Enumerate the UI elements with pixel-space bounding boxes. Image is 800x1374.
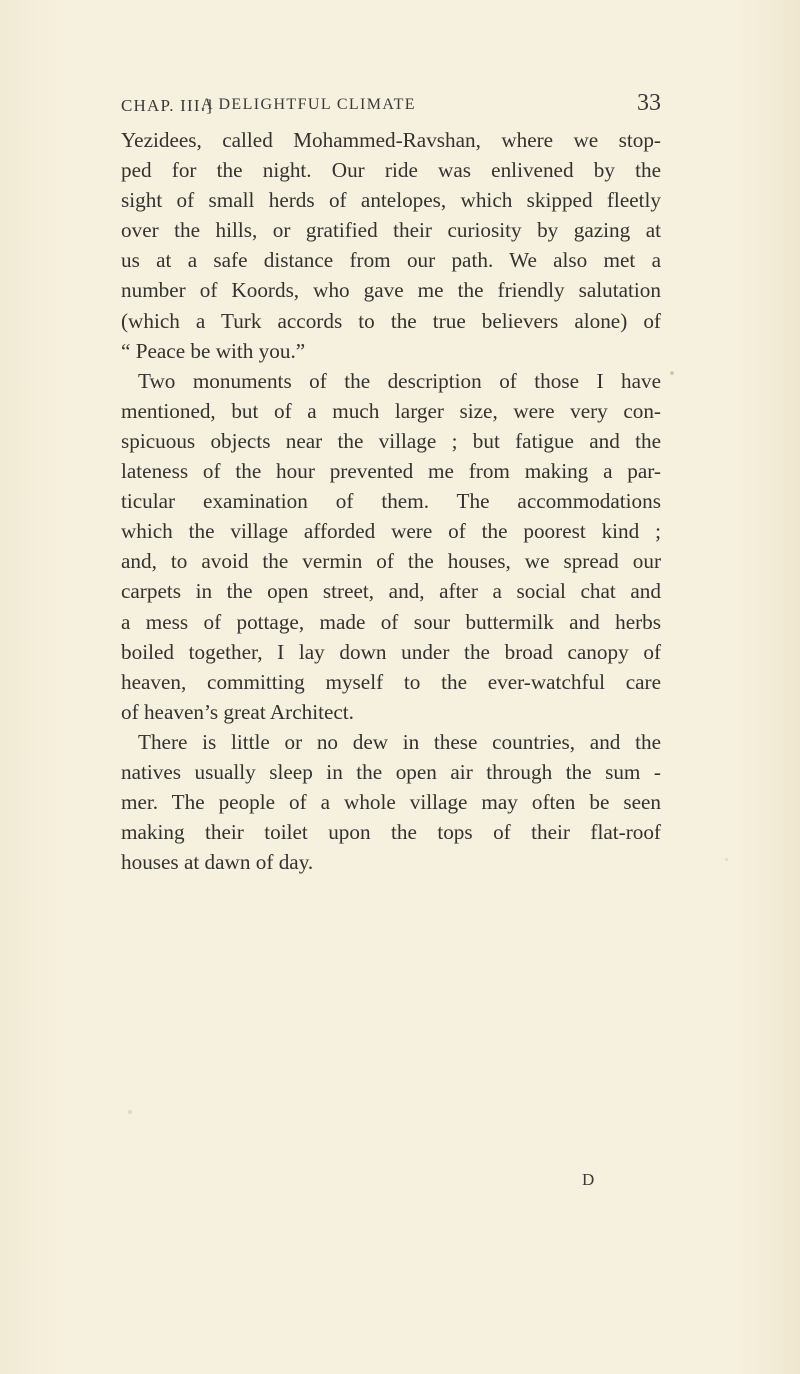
- paper-speck: [128, 1110, 132, 1114]
- text-line: mer. The people of a whole village may often be seen: [121, 790, 661, 815]
- paper-speck: [725, 858, 728, 861]
- text-line: ped for the night. Our ride was enlivened by the: [121, 158, 661, 183]
- text-line: lateness of the hour prevented me from making a par-: [121, 459, 661, 484]
- text-line: “ Peace be with you.”: [121, 338, 306, 363]
- chapter-label: CHAP. III.]: [121, 96, 214, 115]
- body-text: [121, 125, 661, 877]
- text-line: Yezidees, called Mohammed-Ravshan, where we stop-: [121, 128, 661, 152]
- text-line: natives usually sleep in the open air through the sum -: [121, 759, 661, 784]
- text-line: Two monuments of the description of those I have: [138, 368, 661, 393]
- text-line: boiled together, I lay down under the broad canopy of: [121, 639, 661, 664]
- text-line: There is little or no dew in these countries, and the: [138, 729, 661, 754]
- text-line: houses at dawn of day.: [121, 850, 314, 875]
- text-line: and, to avoid the vermin of the houses, we spread our: [121, 549, 661, 574]
- text-line: us at a safe distance from our path. We also met a: [121, 248, 661, 273]
- text-line: heaven, committing myself to the ever-watchful care: [121, 669, 661, 694]
- text-line: which the village afforded were of the poorest kind ;: [121, 519, 661, 544]
- text-line: (which a Turk accords to the true believers alone) of: [121, 308, 661, 333]
- running-head: [121, 90, 661, 130]
- text-line: over the hills, or gratified their curiosity by gazing at: [121, 218, 661, 243]
- text-line: mentioned, but of a much larger size, were very con-: [121, 398, 661, 423]
- text-line: a mess of pottage, made of sour buttermilk and herbs: [121, 609, 661, 634]
- text-line: number of Koords, who gave me the friendly salutation: [121, 278, 661, 303]
- signature-mark: D: [582, 1170, 595, 1189]
- text-line: carpets in the open street, and, after a social chat and: [121, 579, 661, 604]
- text-line: of heaven’s great Architect.: [121, 699, 354, 724]
- text-line: ticular examination of them. The accommodations: [121, 489, 661, 514]
- page-number: 33: [637, 90, 661, 116]
- running-title: A DELIGHTFUL CLIMATE: [201, 96, 416, 113]
- text-line: spicuous objects near the village ; but fatigue and the: [121, 428, 661, 453]
- text-line: sight of small herds of antelopes, which skipped fleetly: [121, 188, 661, 213]
- paper-speck: [670, 371, 674, 375]
- text-line: making their toilet upon the tops of their flat-roof: [121, 820, 661, 845]
